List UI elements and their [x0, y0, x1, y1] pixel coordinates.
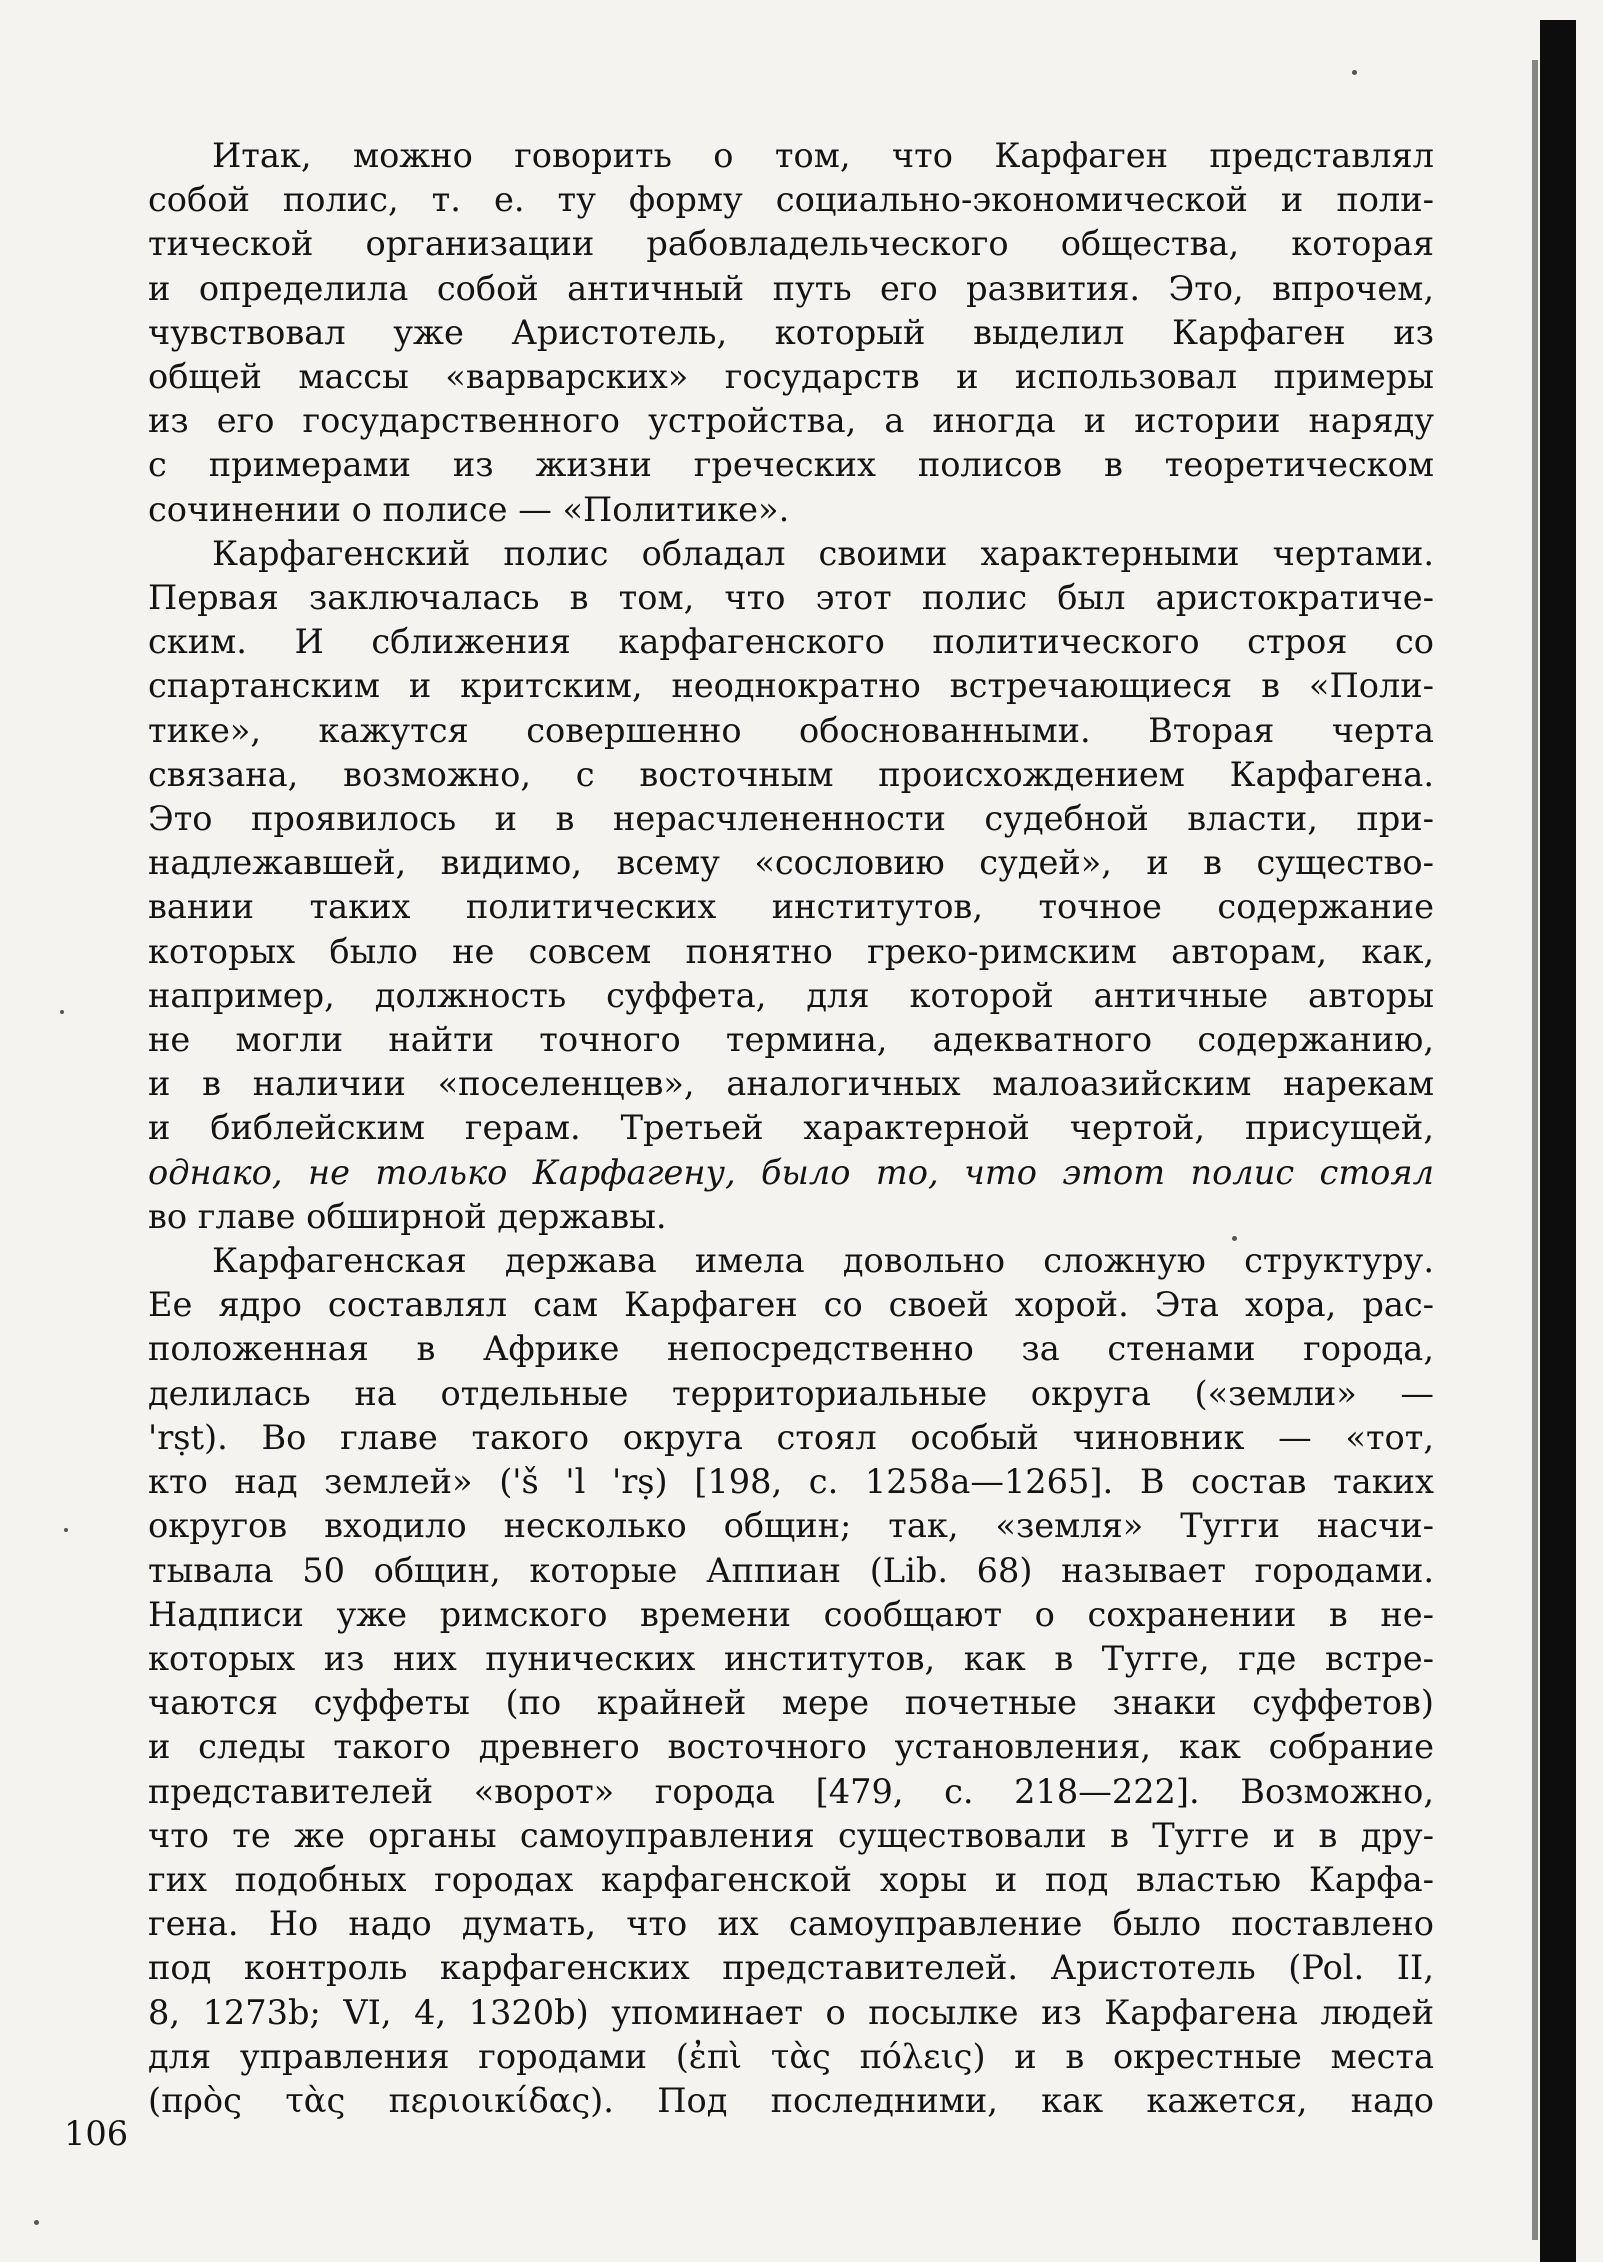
text-line: Карфагенский полис обладал своими характерными чертами. [212, 533, 1434, 573]
text-line: из его государственного устройства, а иногда и истории наряду [148, 401, 1434, 441]
text-line: Надписи уже римского времени сообщают о сохранении в не- [148, 1594, 1434, 1634]
text-line: Карфагенская держава имела довольно сложную структуру. [212, 1241, 1434, 1281]
text-line: гена. Но надо думать, что их самоуправление было поставлено [148, 1904, 1434, 1944]
text-line: во главе обширной державы. [148, 1196, 667, 1236]
text-line: 'rṣt). Во главе такого округа стоял особый чиновник — «тот, [148, 1417, 1434, 1457]
text-line: для управления городами (ἐπὶ τὰς πόλεις) и в окрестные места [148, 2036, 1434, 2076]
text-line: например, должность суффета, для которой античные авторы [148, 975, 1434, 1015]
text-line: не могли найти точного термина, адекватного содержанию, [148, 1020, 1434, 1060]
text-line: вании таких политических институтов, точное содержание [148, 887, 1434, 927]
page-number: 106 [64, 2114, 129, 2153]
scan-page-edge-shadow [1540, 20, 1576, 2262]
text-line: гих подобных городах карфагенской хоры и под властью Карфа- [148, 1859, 1434, 1899]
scan-speck [34, 2220, 39, 2225]
text-line: спартанским и критским, неоднократно встречающиеся в «Поли- [148, 666, 1434, 706]
text-line: сочинении о полисе — «Политике». [148, 489, 790, 529]
text-line: связана, возможно, с восточным происхождением Карфагена. [148, 754, 1434, 794]
text-line: Это проявилось и в нерасчлененности судебной власти, при- [148, 799, 1434, 839]
scan-page-edge-gutter [1532, 60, 1538, 2240]
scan-speck [60, 1010, 64, 1014]
text-line: Итак, можно говорить о том, что Карфаген представлял [212, 136, 1434, 175]
paragraph-2 [148, 532, 1434, 1239]
text-line: общей массы «варварских» государств и использовал примеры [148, 357, 1434, 397]
scan-speck [64, 1528, 68, 1532]
text-line: собой полис, т. е. ту форму социально-экономической и поли- [148, 180, 1434, 220]
text-line: и библейским герам. Третьей характерной чертой, присущей, [148, 1108, 1434, 1148]
text-line: которых из них пунических институтов, как в Тугге, где встре- [148, 1638, 1434, 1678]
text-line: Первая заключалась в том, что этот полис был аристократиче- [148, 578, 1434, 618]
paragraph-3 [148, 1239, 1434, 2123]
text-line: надлежавшей, видимо, всему «сословию судей», и в существо- [148, 843, 1434, 883]
text-line: представителей «ворот» города [479, с. 218—222]. Возможно, [148, 1771, 1434, 1811]
text-line: (πρὸς τὰς περιοικίδας). Под последними, как кажется, надо [148, 2080, 1434, 2120]
text-line: ским. И сближения карфагенского политического строя со [148, 622, 1434, 662]
text-line: под контроль карфагенских представителей. Аристотель (Pol. II, [148, 1948, 1434, 1988]
scan-speck [1352, 70, 1357, 75]
text-line: Ее ядро составлял сам Карфаген со своей хорой. Эта хора, рас- [148, 1285, 1434, 1325]
text-line-italic: однако, не только Карфагену, было то, что этот полис стоял [148, 1152, 1434, 1192]
text-line: чаются суффеты (по крайней мере почетные знаки суффетов) [148, 1683, 1434, 1723]
text-line: с примерами из жизни греческих полисов в теоретическом [148, 445, 1434, 485]
text-line: тической организации рабовладельческого общества, которая [148, 224, 1434, 264]
text-line: которых было не совсем понятно греко-римским авторам, как, [148, 931, 1434, 971]
text-line: и в наличии «поселенцев», аналогичных малоазийским нарекам [148, 1064, 1434, 1104]
text-line: округов входило несколько общин; так, «земля» Тугги насчи- [148, 1506, 1434, 1546]
text-line: тывала 50 общин, которые Аппиан (Lib. 68) называет городами. [148, 1550, 1434, 1590]
text-line: 8, 1273b; VI, 4, 1320b) упоминает о посылке из Карфагена людей [148, 1992, 1434, 2032]
text-line: чувствовал уже Аристотель, который выделил Карфаген из [148, 312, 1434, 352]
text-line: тике», кажутся совершенно обоснованными. Вторая черта [148, 710, 1434, 750]
body-text [148, 134, 1434, 2123]
text-line: кто над землей» ('š 'l 'rṣ) [198, с. 1258а—1265]. В состав таких [148, 1462, 1434, 1502]
text-line: положенная в Африке непосредственно за стенами города, [148, 1329, 1434, 1369]
paragraph-1 [148, 134, 1434, 532]
text-line: что те же органы самоуправления существовали в Тугге и в дру- [148, 1815, 1434, 1855]
text-line: и определила собой античный путь его развития. Это, впрочем, [148, 268, 1434, 308]
text-line: делилась на отдельные территориальные округа («земли» — [148, 1373, 1434, 1413]
text-line: и следы такого древнего восточного установления, как собрание [148, 1727, 1434, 1767]
